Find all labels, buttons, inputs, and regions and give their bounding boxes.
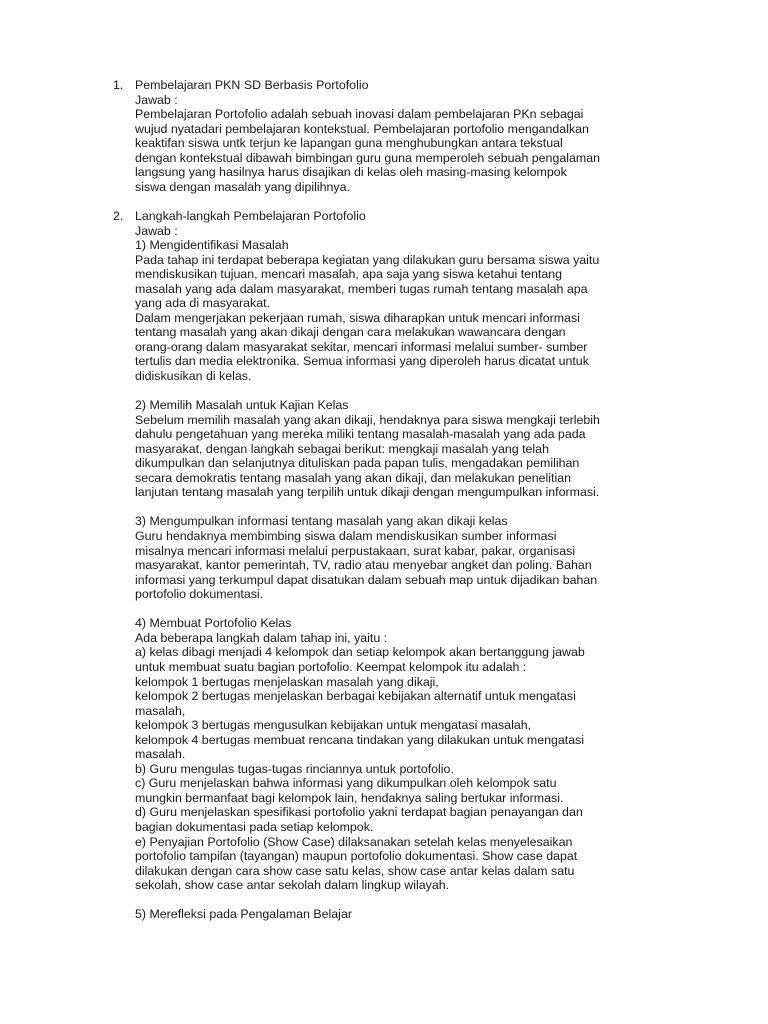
text-line: yang ada di masyarakat.: [135, 296, 270, 311]
text-line: siswa dengan masalah yang dipilihnya.: [135, 179, 350, 194]
text-line: dilakukan dengan cara show case satu kelas, show case antar kelas dalam satu: [135, 863, 575, 878]
step-heading: 5) Merefleksi pada Pengalaman Belajar: [135, 907, 352, 922]
paragraph-gap: [135, 384, 728, 399]
text-line: tertulis dan media elektronika. Semua informasi yang diperoleh harus dicatat untuk: [135, 354, 589, 369]
text-line: bagian dokumentasi pada setiap kelompok.: [135, 819, 374, 834]
step-section: [135, 907, 728, 922]
text-line: informasi yang terkumpul dapat disatukan dalam sebuah map untuk dijadikan bahan: [135, 572, 598, 587]
text-line: secara demokratis tentang masalah yang akan dikaji, dan melakukan penelitian: [135, 470, 572, 485]
item-number: 1.: [113, 78, 124, 92]
text-line: masyarakat, dengan langkah sebagai berikut: mengkaji masalah yang telah: [135, 441, 549, 456]
text-line: portofolio dokumentasi.: [135, 587, 264, 602]
text-line: misalnya mencari informasi melalui perpustakaan, surat kabar, pakar, organisasi: [135, 543, 576, 558]
item-body: [135, 209, 728, 922]
text-line: kelompok 1 bertugas menjelaskan masalah yang dikaji,: [135, 674, 439, 689]
text-line: untuk membuat suatu bagian portofolio. Keempat kelompok itu adalah :: [135, 659, 527, 674]
text-line: e) Penyajian Portofolio (Show Case) dilaksanakan setelah kelas menyelesaikan: [135, 834, 573, 849]
text-line: portofolio tampilan (tayangan) maupun portofolio dokumentasi. Show case dapat: [135, 849, 578, 864]
text-line: orang-orang dalam masyarakat sekitar, mencari informasi melalui sumber- sumber: [135, 339, 588, 354]
answer-text: [135, 107, 728, 194]
text-line: masyarakat, kantor pemerintah, TV, radio atau menyebar angket dan poling. Bahan: [135, 558, 592, 573]
text-line: Guru hendaknya membimbing siswa dalam mendiskusikan sumber informasi: [135, 529, 557, 544]
text-line: sekolah, show case antar sekolah dalam lingkup wilayah.: [135, 878, 450, 893]
text-line: kelompok 4 bertugas membuat rencana tindakan yang dilakukan untuk mengatasi: [135, 732, 585, 747]
text-line: keaktifan siswa untk terjun ke lapangan guna menghubungkan antara tekstual: [135, 136, 563, 151]
text-line: Pembelajaran Portofolio adalah sebuah inovasi dalam pembelajaran PKn sebagai: [135, 107, 584, 122]
item-number: 2.: [113, 209, 124, 223]
jawab-label: Jawab :: [135, 92, 178, 107]
text-line: kelompok 3 bertugas mengusulkan kebijakan untuk mengatasi masalah,: [135, 718, 532, 733]
text-line: tentang masalah yang akan dikaji dengan cara melakukan wawancara dengan: [135, 325, 566, 340]
step-section: [135, 616, 728, 892]
paragraph-gap: [135, 602, 728, 617]
text-line: Pada tahap ini terdapat beberapa kegiatan yang dilakukan guru bersama siswa yaitu: [135, 252, 600, 267]
step-heading: 2) Memilih Masalah untuk Kajian Kelas: [135, 398, 349, 413]
text-line: b) Guru mengulas tugas-tugas rinciannya untuk portofolio.: [135, 761, 454, 776]
step-section: [135, 398, 728, 500]
text-line: lanjutan tentang masalah yang terpilih untuk dikaji dengan mengumpulkan informasi.: [135, 485, 600, 500]
paragraph-gap: [135, 500, 728, 515]
step-heading: 1) Mengidentifikasi Masalah: [135, 238, 289, 253]
text-line: Sebelum memilih masalah yang akan dikaji, hendaknya para siswa mengkaji terlebih: [135, 412, 600, 427]
jawab-label: Jawab :: [135, 223, 178, 238]
step-section: [135, 238, 728, 383]
text-line: didiskusikan di kelas.: [135, 369, 252, 384]
text-line: masalah yang ada dalam masyarakat, memberi tugas rumah tentang masalah apa: [135, 281, 588, 296]
text-line: d) Guru menjelaskan spesifikasi portofolio yakni terdapat bagian penayangan dan: [135, 805, 583, 820]
text-line: dengan kontekstual dibawah bimbingan guru guna memperoleh sebuah pengalaman: [135, 150, 600, 165]
text-line: kelompok 2 bertugas menjelaskan berbagai kebijakan alternatif untuk mengatasi: [135, 689, 576, 704]
step-section: [135, 514, 728, 601]
text-line: dahulu pengetahuan yang mereka miliki tentang masalah-masalah yang ada pada: [135, 427, 586, 442]
text-line: masalah.: [135, 747, 186, 762]
step-heading: 3) Mengumpulkan informasi tentang masalah yang akan dikaji kelas: [135, 514, 508, 529]
item-title: Pembelajaran PKN SD Berbasis Portofolio: [135, 78, 369, 92]
text-line: mendiskusikan tujuan, mencari masalah, apa saja yang siswa ketahui tentang: [135, 267, 563, 282]
text-line: dikumpulkan dan selanjutnya dituliskan pada papan tulis, mengadakan pemilihan: [135, 456, 580, 471]
text-line: c) Guru menjelaskan bahwa informasi yang dikumpulkan oleh kelompok satu: [135, 776, 557, 791]
text-line: masalah,: [135, 703, 186, 718]
item-title: Langkah-langkah Pembelajaran Portofolio: [135, 209, 366, 223]
text-line: wujud nyatadari pembelajaran kontekstual. Pembelajaran portofolio mengandalkan: [135, 121, 589, 136]
item-body: [135, 78, 728, 194]
step-sections: [135, 238, 728, 922]
text-line: Dalam mengerjakan pekerjaan rumah, siswa diharapkan untuk mencari informasi: [135, 310, 580, 325]
list-item-1: [113, 78, 728, 194]
text-line: Ada beberapa langkah dalam tahap ini, yaitu :: [135, 630, 388, 645]
step-heading: 4) Membuat Portofolio Kelas: [135, 616, 292, 631]
list-item-2: [113, 209, 728, 922]
text-line: langsung yang hasilnya harus disajikan di kelas oleh masing-masing kelompok: [135, 165, 567, 180]
text-line: mungkin bermanfaat bagi kelompok lain, hendaknya saling bertukar informasi.: [135, 790, 564, 805]
paragraph-gap: [135, 893, 728, 908]
text-line: a) kelas dibagi menjadi 4 kelompok dan setiap kelompok akan bertanggung jawab: [135, 645, 585, 660]
